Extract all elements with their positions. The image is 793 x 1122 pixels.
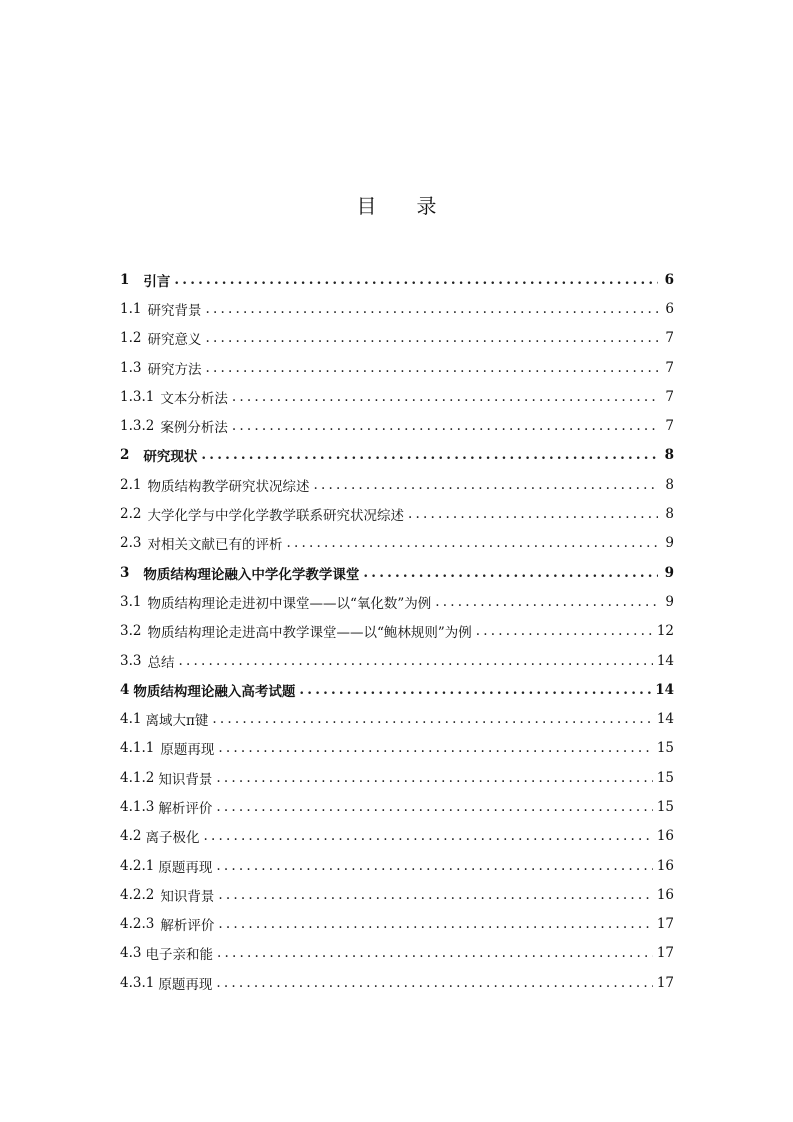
table-of-contents	[120, 265, 674, 997]
toc-dot-leader	[232, 418, 658, 434]
toc-entry-number: 1.3.1	[120, 388, 155, 405]
toc-dot-leader	[205, 360, 658, 376]
toc-entry-label: 案例分析法	[160, 420, 228, 437]
page-title: 目 录	[356, 194, 437, 218]
toc-entry-label: 物质结构理论走进初中课堂——以“氧化数”为例	[147, 595, 432, 612]
toc-entry-number: 4.3	[120, 945, 142, 962]
toc-entry-label: 大学化学与中学化学教学联系研究状况综述	[147, 508, 404, 525]
toc-entry[interactable]	[120, 529, 674, 558]
toc-entry-label: 引言	[143, 273, 171, 290]
toc-entry-page: 9	[665, 593, 674, 610]
toc-dot-leader	[178, 653, 652, 669]
toc-entry-label: 知识背景	[160, 888, 215, 905]
toc-entry-page: 14	[656, 711, 674, 728]
toc-entry[interactable]	[120, 792, 674, 821]
toc-entry-number: 1.3	[120, 359, 142, 376]
toc-entry-number: 4.3.1	[120, 974, 155, 991]
toc-entry[interactable]	[120, 734, 674, 763]
toc-entry-page: 12	[656, 623, 674, 640]
toc-entry-number: 1.1	[120, 300, 142, 317]
toc-entry-label: 原题再现	[158, 976, 213, 993]
toc-entry-label: 解析评价	[160, 918, 215, 935]
toc-entry-number: 1.2	[120, 330, 142, 347]
toc-dot-leader	[174, 272, 658, 288]
toc-entry-page: 6	[665, 300, 674, 317]
toc-dot-leader	[218, 887, 652, 903]
toc-dot-leader	[216, 770, 652, 786]
toc-dot-leader	[299, 682, 651, 698]
toc-entry[interactable]	[120, 441, 674, 470]
toc-entry-label: 电子亲和能	[145, 947, 213, 964]
toc-entry-number: 4.2.1	[120, 857, 155, 874]
toc-entry-label: 研究现状	[143, 449, 198, 466]
toc-entry-number: 1	[120, 271, 130, 288]
toc-entry-page: 8	[665, 476, 674, 493]
toc-entry[interactable]	[120, 294, 674, 323]
toc-entry-number: 4.2.2	[120, 886, 155, 903]
toc-entry-number: 4.2	[120, 828, 142, 845]
toc-entry-page: 8	[664, 447, 674, 464]
toc-entry-number: 4	[120, 681, 130, 698]
toc-entry-page: 14	[655, 681, 674, 698]
toc-dot-leader	[218, 740, 652, 756]
toc-entry-number: 3.2	[120, 623, 142, 640]
toc-entry-label: 离域大π键	[145, 713, 209, 730]
toc-dot-leader	[216, 975, 652, 991]
toc-dot-leader	[216, 858, 652, 874]
toc-entry-label: 物质结构理论融入高考试题	[133, 683, 296, 700]
toc-entry-page: 7	[665, 388, 674, 405]
toc-entry-page: 17	[656, 916, 674, 933]
toc-entry-number: 3.1	[120, 593, 142, 610]
toc-dot-leader	[218, 916, 652, 932]
toc-entry-page: 15	[656, 740, 674, 757]
toc-dot-leader	[435, 594, 658, 610]
toc-dot-leader	[203, 828, 652, 844]
toc-entry[interactable]	[120, 704, 674, 733]
toc-dot-leader	[216, 799, 652, 815]
toc-entry-page: 7	[665, 418, 674, 435]
toc-dot-leader	[408, 506, 658, 522]
toc-entry-label: 总结	[147, 654, 175, 671]
toc-entry-page: 14	[656, 652, 674, 669]
toc-entry-number: 3	[120, 564, 130, 581]
toc-entry-label: 物质结构教学研究状况综述	[147, 478, 310, 495]
toc-entry-number: 2	[120, 447, 130, 464]
toc-entry[interactable]	[120, 324, 674, 353]
toc-entry[interactable]	[120, 265, 674, 294]
toc-entry[interactable]	[120, 939, 674, 968]
toc-entry[interactable]	[120, 880, 674, 909]
toc-entry-page: 15	[656, 769, 674, 786]
toc-entry-page: 17	[656, 974, 674, 991]
toc-entry[interactable]	[120, 587, 674, 616]
toc-dot-leader	[217, 945, 653, 961]
toc-entry-page: 8	[665, 506, 674, 523]
toc-dot-leader	[205, 330, 658, 346]
toc-entry-page: 16	[656, 828, 674, 845]
toc-entry-page: 6	[664, 271, 674, 288]
toc-entry-label: 原题再现	[160, 742, 215, 759]
toc-entry-number: 2.2	[120, 506, 142, 523]
toc-entry-page: 17	[656, 945, 674, 962]
toc-entry-page: 16	[656, 857, 674, 874]
toc-entry-number: 4.1	[120, 711, 142, 728]
toc-entry[interactable]	[120, 558, 674, 587]
toc-entry-number: 4.1.2	[120, 769, 155, 786]
toc-entry-page: 9	[665, 535, 674, 552]
toc-entry-number: 2.3	[120, 535, 142, 552]
toc-entry[interactable]	[120, 499, 674, 528]
toc-entry-label: 知识背景	[158, 771, 213, 788]
toc-entry-page: 7	[665, 359, 674, 376]
toc-dot-leader	[476, 623, 653, 639]
toc-entry-page: 16	[656, 886, 674, 903]
toc-entry-number: 3.3	[120, 652, 142, 669]
toc-entry[interactable]	[120, 411, 674, 440]
toc-entry-label: 解析评价	[158, 800, 213, 817]
toc-entry-label: 研究方法	[147, 361, 202, 378]
toc-entry-label: 研究背景	[147, 302, 202, 319]
toc-entry-label: 物质结构理论融入中学化学教学课堂	[143, 566, 360, 583]
toc-entry-number: 4.2.3	[120, 916, 155, 933]
toc-entry-number: 4.1.1	[120, 740, 155, 757]
toc-dot-leader	[363, 565, 658, 581]
toc-entry[interactable]	[120, 910, 674, 939]
toc-entry-label: 研究意义	[147, 332, 202, 349]
toc-dot-leader	[232, 389, 658, 405]
toc-entry[interactable]	[120, 968, 674, 997]
toc-dot-leader	[212, 711, 652, 727]
toc-dot-leader	[201, 447, 658, 463]
toc-entry[interactable]	[120, 763, 674, 792]
toc-entry-page: 7	[665, 330, 674, 347]
toc-entry-label: 对相关文献已有的评析	[147, 537, 283, 554]
toc-entry-label: 原题再现	[158, 859, 213, 876]
toc-entry-label: 物质结构理论走进高中教学课堂——以“鲍林规则”为例	[147, 625, 472, 642]
toc-entry-number: 2.1	[120, 476, 142, 493]
toc-entry-page: 9	[664, 564, 674, 581]
toc-entry[interactable]	[120, 822, 674, 851]
toc-dot-leader	[286, 535, 658, 551]
toc-entry[interactable]	[120, 470, 674, 499]
toc-entry[interactable]	[120, 646, 674, 675]
toc-entry[interactable]	[120, 851, 674, 880]
toc-entry-number: 1.3.2	[120, 418, 155, 435]
toc-entry-label: 文本分析法	[160, 390, 228, 407]
toc-entry-page: 15	[656, 798, 674, 815]
toc-entry[interactable]	[120, 675, 674, 704]
toc-entry[interactable]	[120, 353, 674, 382]
toc-entry[interactable]	[120, 617, 674, 646]
toc-dot-leader	[205, 301, 658, 317]
toc-entry-number: 4.1.3	[120, 798, 155, 815]
toc-dot-leader	[313, 477, 658, 493]
toc-entry-label: 离子极化	[145, 830, 200, 847]
toc-entry[interactable]	[120, 382, 674, 411]
